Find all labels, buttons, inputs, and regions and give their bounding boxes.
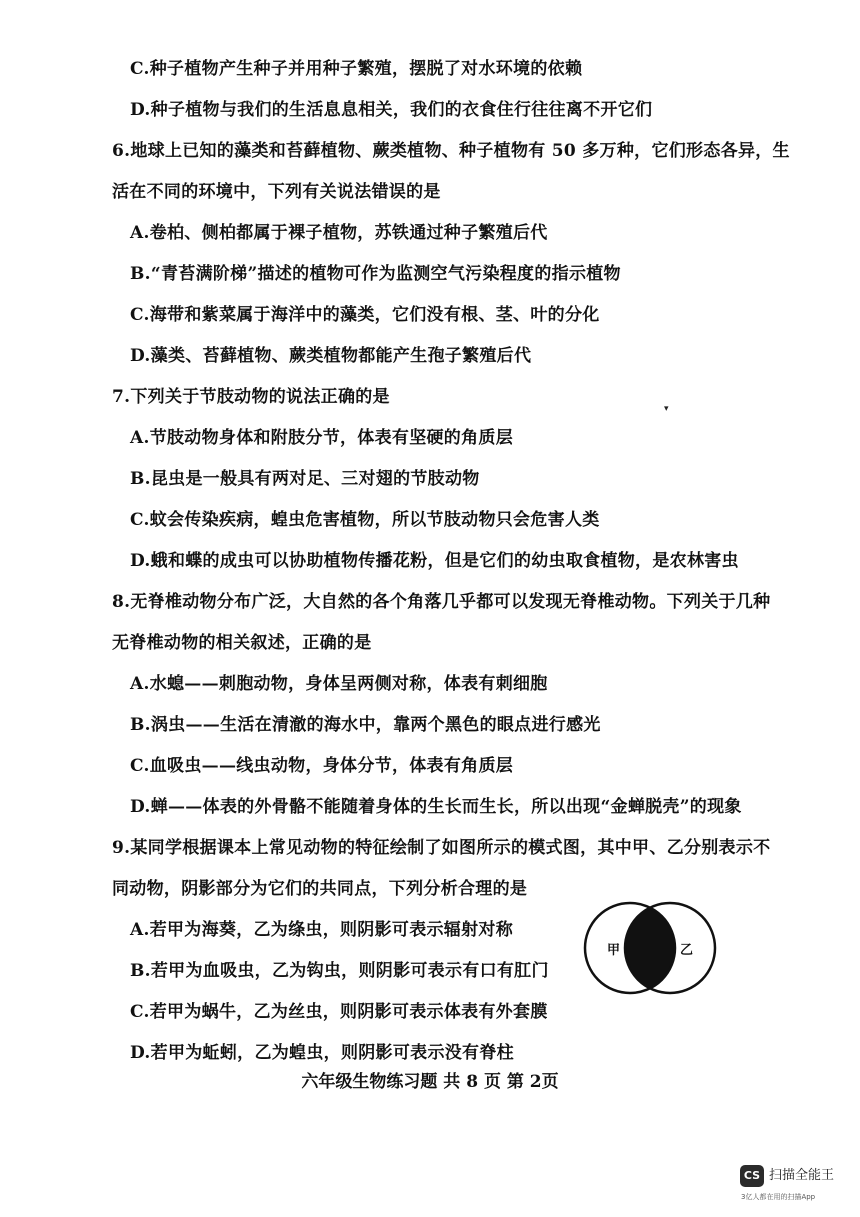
scanner-watermark [740, 1165, 850, 1209]
q8-stem-line-1: 8.无脊椎动物分布广泛，大自然的各个角落几乎都可以发现无脊椎动物。下列关于几种 [112, 592, 771, 612]
q5-option-c: C.种子植物产生种子并用种子繁殖，摆脱了对水环境的依赖 [130, 59, 583, 79]
q8-option-d: D.蝉——体表的外骨骼不能随着身体的生长而生长，所以出现“金蝉脱壳”的现象 [130, 797, 742, 817]
q8-stem-line-2: 无脊椎动物的相关叙述，正确的是 [112, 633, 372, 653]
scanner-tagline: 3亿人都在用的扫描App [741, 1193, 816, 1201]
q6-option-a: A.卷柏、侧柏都属于裸子植物，苏铁通过种子繁殖后代 [130, 223, 548, 243]
q6-stem-line-1: 6.地球上已知的藻类和苔藓植物、蕨类植物、种子植物有 50 多万种，它们形态各异，生 [112, 141, 790, 161]
q9-option-c: C.若甲为蜗牛，乙为丝虫，则阴影可表示体表有外套膜 [130, 1002, 548, 1022]
q9-option-d: D.若甲为蚯蚓，乙为蝗虫，则阴影可表示没有脊柱 [130, 1043, 514, 1063]
q7-option-a: A.节肢动物身体和附肢分节，体表有坚硬的角质层 [130, 428, 514, 448]
venn-label-right: 乙 [680, 943, 694, 958]
scanner-app-name: 扫描全能王 [769, 1168, 835, 1183]
q7-option-d: D.蛾和蝶的成虫可以协助植物传播花粉，但是它们的幼虫取食植物，是农林害虫 [130, 551, 739, 571]
q9-option-a: A.若甲为海葵，乙为绦虫，则阴影可表示辐射对称 [130, 920, 514, 940]
venn-diagram [583, 898, 717, 998]
q6-option-c: C.海带和紫菜属于海洋中的藻类，它们没有根、茎、叶的分化 [130, 305, 600, 325]
q7-option-c: C.蚊会传染疾病，蝗虫危害植物，所以节肢动物只会危害人类 [130, 510, 600, 530]
venn-label-left: 甲 [607, 943, 621, 958]
q9-stem-line-1: 9.某同学根据课本上常见动物的特征绘制了如图所示的模式图，其中甲、乙分别表示不 [112, 838, 771, 858]
q6-stem-line-2: 活在不同的环境中，下列有关说法错误的是 [112, 182, 441, 202]
q6-option-d: D.藻类、苔藓植物、蕨类植物都能产生孢子繁殖后代 [130, 346, 532, 366]
page-footer: 六年级生物练习题 共 8 页 第 2页 [301, 1072, 559, 1092]
q8-option-b: B.涡虫——生活在清澈的海水中，靠两个黑色的眼点进行感光 [130, 715, 601, 735]
q7-stem: 7.下列关于节肢动物的说法正确的是 [112, 387, 390, 407]
q5-option-d: D.种子植物与我们的生活息息相关，我们的衣食住行往往离不开它们 [130, 100, 653, 120]
q8-option-c: C.血吸虫——线虫动物，身体分节，体表有角质层 [130, 756, 514, 776]
q9-option-b: B.若甲为血吸虫，乙为钩虫，则阴影可表示有口有肛门 [130, 961, 549, 981]
scan-speck: ▾ [664, 404, 669, 414]
q7-option-b: B.昆虫是一般具有两对足、三对翅的节肢动物 [130, 469, 480, 489]
scanner-logo-icon: CS [740, 1165, 764, 1187]
q6-option-b: B.“青苔满阶梯”描述的植物可作为监测空气污染程度的指示植物 [130, 264, 621, 284]
q8-option-a: A.水螅——刺胞动物，身体呈两侧对称，体表有刺细胞 [130, 674, 548, 694]
q9-stem-line-2: 同动物，阴影部分为它们的共同点，下列分析合理的是 [112, 879, 528, 899]
